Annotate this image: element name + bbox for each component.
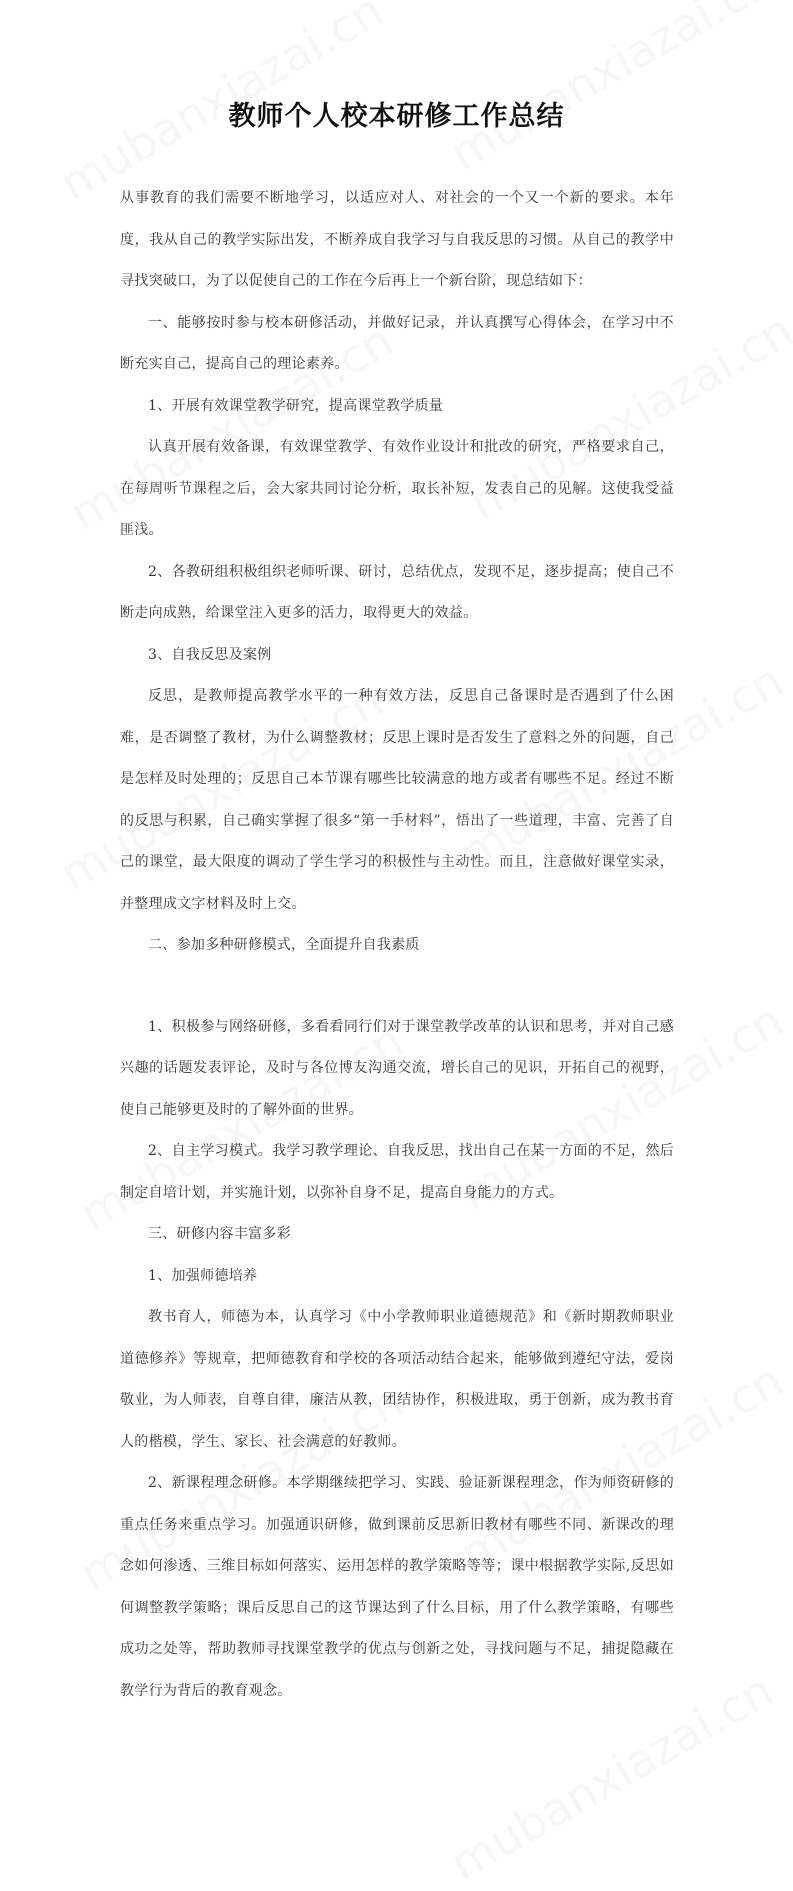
subsection-heading: 1、开展有效课堂教学研究，提高课堂教学质量 [148, 397, 444, 414]
paragraph: 2、各教研组积极组织老师听课、研讨，总结优点，发现不足，逐步提高；使自己不断走向成熟，给课堂注入更多的活力，取得更大的效益。 [120, 563, 674, 621]
paragraph: 1、积极参与网络研修，多看看同行们对于课堂教学改革的认识和思考，并对自己感兴趣的话题发表评论，及时与各位博友沟通交流，增长自己的见识，开拓自己的视野，使自己能够更及时的了解外面的世界。 [120, 1018, 674, 1118]
subsection-heading: 3、自我反思及案例 [148, 646, 272, 663]
paragraph: 教书育人，师德为本，认真学习《中小学教师职业道德规范》和《新时期教师职业道德修养》等规章，把师德教育和学校的各项活动结合起来，能够做到遵纪守法，爱岗敬业，为人师表，自尊自律，廉洁从教，团结协作，积极进取，勇于创新，成为教书育人的楷模，学生、家长、社会满意的好教师。 [120, 1309, 674, 1450]
paragraph-intro: 从事教育的我们需要不断地学习，以适应对人、对社会的一个又一个新的要求。本年度，我从自己的教学实际出发，不断养成自我学习与自我反思的习惯。从自己的教学中寻找突破口，为了以促使自己的工作在今后再上一个新台阶，现总结如下： [120, 190, 674, 289]
subsection-heading: 1、加强师德培养 [148, 1267, 258, 1284]
section-heading-2: 二、参加多种研修模式，全面提升自我素质 [148, 937, 420, 953]
paragraph: 2、新课程理念研修。本学期继续把学习、实践、验证新课程理念，作为师资研修的重点任务来重点学习。加强通识研修，做到课前反思新旧教材有哪些不同、新课改的理念如何渗透、三维目标如何落实、运用怎样的教学策略等等；课中根据教学实际,反思如何调整教学策略；课后反思自己的这节课达到了什么目标，用了什么教学策略，有哪些成功之处等，帮助教师寻找课堂教学的优点与创新之处，寻找问题与不足，捕捉隐藏在教学行为背后的教育观念。 [120, 1475, 674, 1699]
blank-line [120, 967, 674, 1007]
section-heading-1: 一、能够按时参与校本研修活动，并做好记录，并认真撰写心得体会，在学习中不断充实自己，提高自己的理论素养。 [120, 314, 674, 372]
document-body [120, 178, 674, 1712]
paragraph: 认真开展有效备课，有效课堂教学、有效作业设计和批改的研究，严格要求自己，在每周听节课程之后，会大家共同讨论分析，取长补短，发表自己的见解。这使我受益匪浅。 [120, 439, 674, 538]
section-heading-3: 三、研修内容丰富多彩 [148, 1226, 291, 1242]
paragraph: 2、自主学习模式。我学习教学理论、自我反思，找出自己在某一方面的不足，然后制定自培计划，并实施计划，以弥补自身不足，提高自身能力的方式。 [120, 1143, 674, 1201]
watermark [441, 0, 782, 181]
paragraph: 反思，是教师提高教学水平的一种有效方法，反思自己备课时是否遇到了什么困难，是否调整了教材，为什么调整教材；反思上课时是否发生了意料之外的问题，自己是怎样及时处理的；反思自己本节课有哪些比较满意的地方或者有哪些不足。经过不断的反思与积累，自己确实掌握了很多“第一手材料”，悟出了一些道理，丰富、完善了自己的课堂，最大限度的调动了学生学习的积极性与主动性。而且，注意做好课堂实录，并整理成文字材料及时上交。 [120, 688, 674, 912]
document-title: 教师个人校本研修工作总结 [228, 101, 565, 132]
